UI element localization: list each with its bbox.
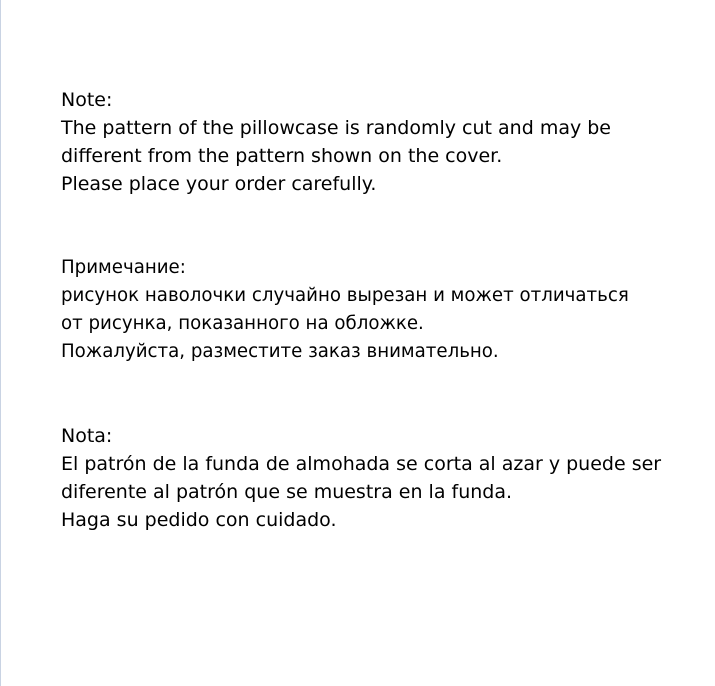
note-spanish [61, 422, 661, 534]
note-russian-line-2: от рисунка, показанного на обложке. [61, 313, 424, 334]
note-english-line-2: different from the pattern shown on the cover. [61, 145, 503, 167]
note-russian-line-1: рисунок наволочки случайно вырезан и может отличаться [61, 285, 629, 306]
note-english-line-3: Please place your order carefully. [61, 173, 377, 195]
note-russian-line-3: Пожалуйста, разместите заказ внимательно. [61, 341, 499, 362]
note-spanish-line-2: diferente al patrón que se muestra en la funda. [61, 481, 513, 503]
note-spanish-heading: Nota: [61, 425, 113, 447]
note-english-heading: Note: [61, 89, 113, 111]
note-spanish-line-1: El patrón de la funda de almohada se corta al azar y puede ser [61, 453, 662, 475]
note-english-line-1: The pattern of the pillowcase is randomly cut and may be [61, 117, 611, 139]
note-russian-heading: Примечание: [61, 257, 186, 278]
note-english [61, 86, 611, 198]
note-spanish-line-3: Haga su pedido con cuidado. [61, 509, 337, 531]
note-russian [61, 254, 629, 366]
page-left-border [0, 0, 1, 686]
